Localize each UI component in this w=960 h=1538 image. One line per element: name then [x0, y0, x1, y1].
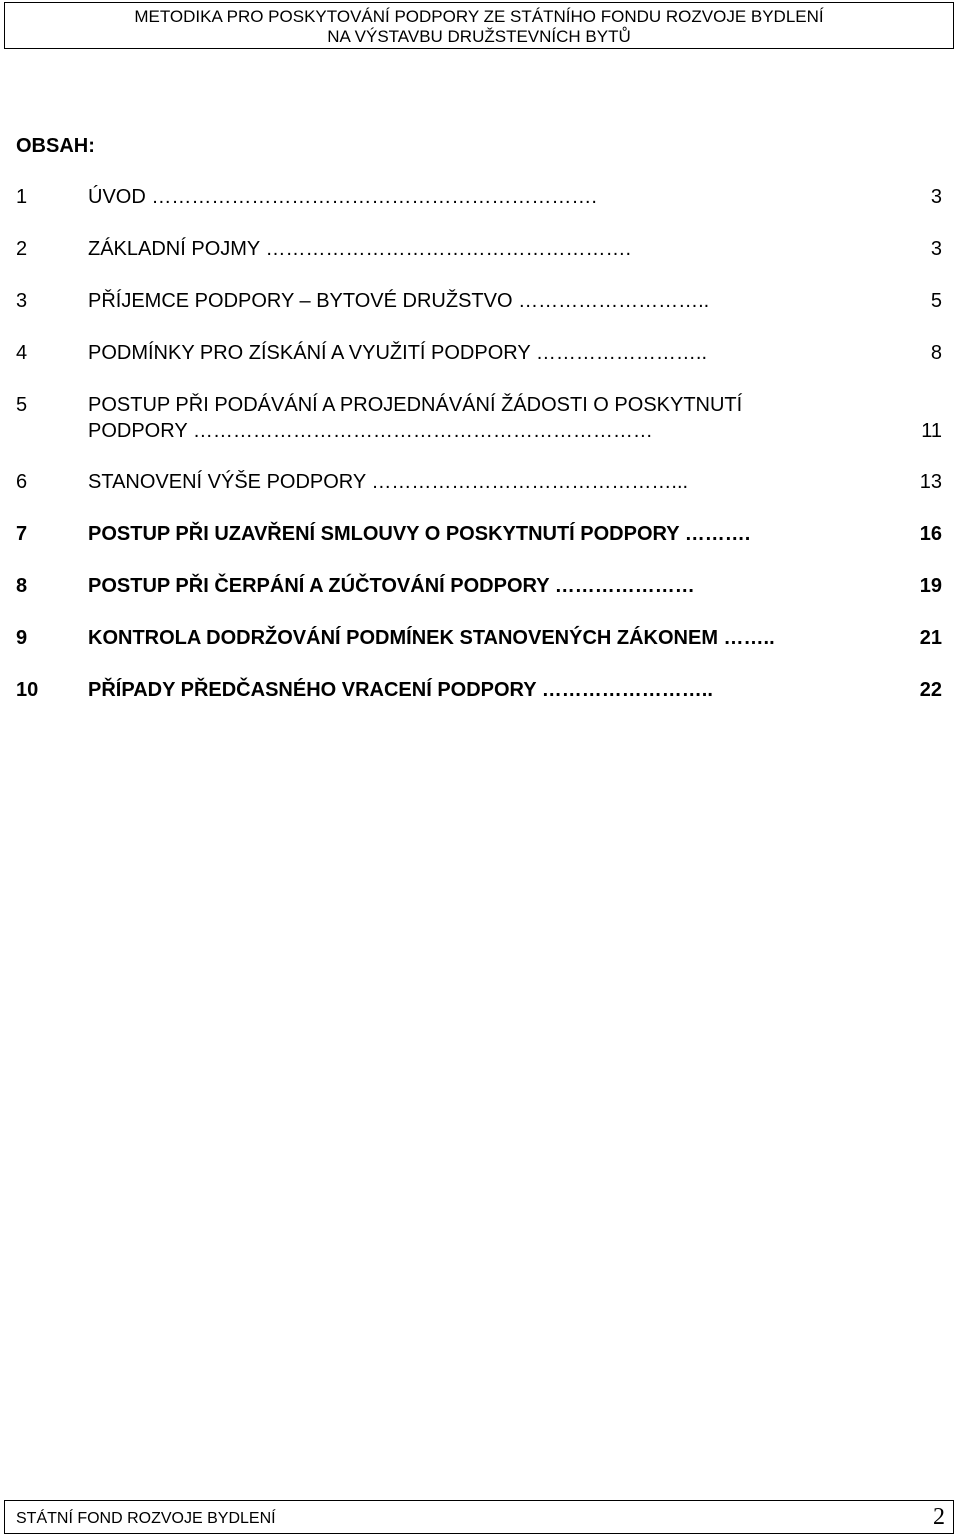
toc-entry-number: 1 — [16, 186, 28, 208]
footer-page-number: 2 — [933, 1504, 945, 1530]
toc-heading: OBSAH: — [16, 135, 95, 157]
toc-entry-page: 16 — [919, 523, 942, 545]
toc-entry-page: 5 — [930, 290, 942, 312]
toc-entry-number: 8 — [16, 575, 28, 597]
toc-entry-page: 21 — [919, 627, 942, 649]
toc-entry-title: ÚVOD …………………………………………………………. — [88, 186, 597, 208]
toc-entry-title: PODMÍNKY PRO ZÍSKÁNÍ A VYUŽITÍ PODPORY …………………….. — [88, 342, 708, 364]
footer-organization: STÁTNÍ FOND ROZVOJE BYDLENÍ — [16, 1510, 276, 1527]
toc-entry-number: 2 — [16, 238, 28, 260]
toc-entry-title: STANOVENÍ VÝŠE PODPORY ………………………………………... — [88, 471, 689, 493]
toc-entry-title: KONTROLA DODRŽOVÁNÍ PODMÍNEK STANOVENÝCH ZÁKONEM …….. — [88, 627, 775, 649]
toc-entry-page: 19 — [919, 575, 942, 597]
toc-entry-number: 7 — [16, 523, 28, 545]
toc-entry-number: 9 — [16, 627, 28, 649]
toc-entry-title: PŘÍPADY PŘEDČASNÉHO VRACENÍ PODPORY …………………….. — [88, 679, 713, 701]
toc-entry-number: 5 — [16, 394, 28, 416]
toc-entry-number: 10 — [16, 679, 39, 701]
toc-entry-page: 3 — [930, 238, 942, 260]
toc-entry-page: 13 — [919, 471, 942, 493]
toc-entry-page: 11 — [921, 420, 942, 442]
toc-entry-page: 8 — [930, 342, 942, 364]
page-footer — [4, 1500, 954, 1534]
toc-entry-title: POSTUP PŘI ČERPÁNÍ A ZÚČTOVÁNÍ PODPORY ………………… — [88, 575, 695, 597]
toc-entry-number: 4 — [16, 342, 28, 364]
toc-entry-page: 3 — [930, 186, 942, 208]
toc-entry-title: PŘÍJEMCE PODPORY – BYTOVÉ DRUŽSTVO ……………………….. — [88, 290, 710, 312]
toc-entry-page: 22 — [919, 679, 942, 701]
header-title-line-1: METODIKA PRO POSKYTOVÁNÍ PODPORY ZE STÁTNÍHO FONDU ROZVOJE BYDLENÍ — [134, 7, 824, 26]
toc-entry-title: ZÁKLADNÍ POJMY ………………………………………………. — [88, 238, 632, 260]
toc-entry-title: POSTUP PŘI PODÁVÁNÍ A PROJEDNÁVÁNÍ ŽÁDOSTI O POSKYTNUTÍ PODPORY …………………………………………………………… — [88, 394, 743, 442]
toc-entry-number: 6 — [16, 471, 28, 493]
page-header — [4, 2, 954, 49]
toc-entry-title: POSTUP PŘI UZAVŘENÍ SMLOUVY O POSKYTNUTÍ PODPORY ………. — [88, 523, 751, 545]
header-title-line-2: NA VÝSTAVBU DRUŽSTEVNÍCH BYTŮ — [327, 27, 631, 46]
toc-entry-number: 3 — [16, 290, 28, 312]
